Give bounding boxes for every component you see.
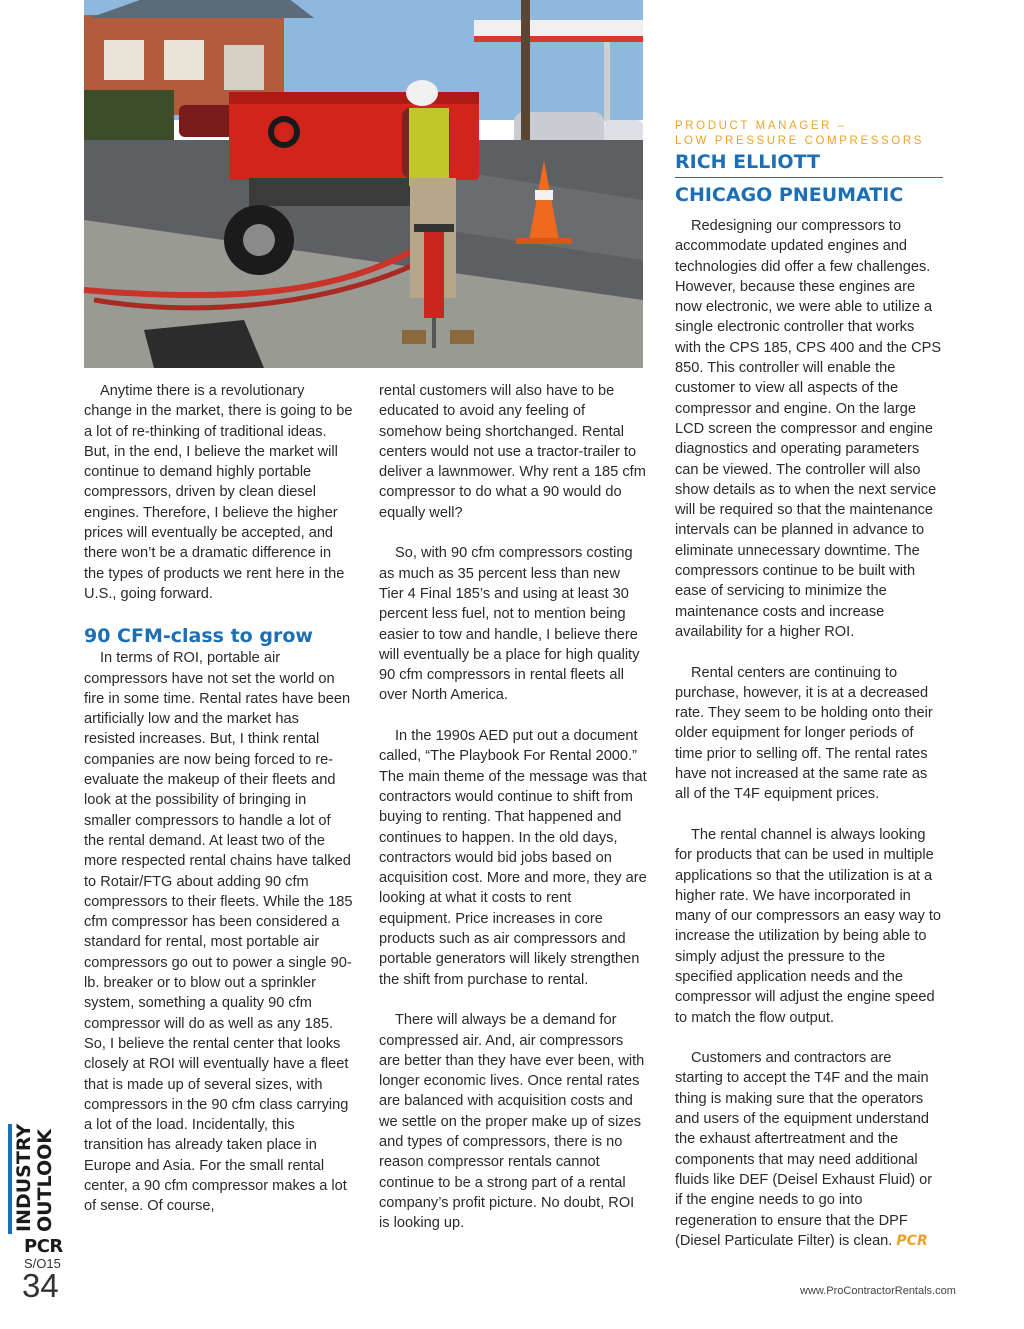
body-paragraph: Anytime there is a revolutionary change in the market, there is going to be a lot of re-thinking of traditional ideas. But, in the end, I believe the market will continue to demand highly portable compressors, driven by clean diesel engines. Therefore, I believe the higher prices will eventually be accepted, and there won’t be a dramatic difference in the types of products we rent here in the U.S., going forward. bbox=[84, 383, 353, 602]
body-paragraph: In the 1990s AED put out a document called, “The Playbook For Rental 2000.” The main theme of the message was that contractors would continue to shift from buying to renting. That happened and continues to happen. In the old days, contractors would bid jobs based on acquisition cost. More and more, they are looking at what it costs to rent equipment. Price increases in core products such as air compressors and portable generators will likely strengthen the shift from purchase to rental. bbox=[379, 728, 647, 988]
body-paragraph: The rental channel is always looking for products that can be used in multiple applications so that the utilization is at a higher rate. We have incorporated in many of our compressors an easy way to increase the utilization by being able to simply adjust the pressure to the specified application needs and the compressor will adjust the engine speed to match the flow output. bbox=[675, 826, 942, 1026]
body-paragraph: In terms of ROI, portable air compressors have not set the world on fire in some time. Rental rates have been artificially low and the market has resisted increases. But, I think rental companies are now being forced to re-evaluate the makeup of their fleets and look at the possibility of bringing in smaller compressors to handle a lot of the rental demand. At least two of the more respected rental chains have talked to Rotair/FTG about adding 90 cfm compressors to their fleets. While the 185 cfm compressor has been considered a standard for rental, most portable air compressors go out to power a single 90-lb. breaker or to blow out a sprinkler system, something a quality 90 cfm compressor will do as well as any 185. So, I believe the rental center that looks closely at ROI will eventually have a fleet that is made up of several sizes, with compressors in the 90 cfm class carrying a lot of the load. Incidentally, this transition has already taken place in Europe and Asia. For the small rental center, a 90 cfm compressor makes a lot of sense. Of course, bbox=[84, 650, 353, 1215]
magazine-logo: PCR bbox=[24, 1236, 63, 1257]
issue-label: S/O15 bbox=[24, 1256, 61, 1271]
body-paragraph: rental customers will also have to be educated to avoid any feeling of somehow being shortchanged. Rental centers would not use a tractor-trailer to deliver a lawnmower. Why rent a 185 cfm compressor to do what a 90 would do equally well? bbox=[379, 383, 646, 521]
body-paragraph: There will always be a demand for compressed air. And, air compressors are better than they have ever been, with longer economic lives. Once rental rates are balanced with acquisition costs and we settle on the proper make up of sizes and types of compressors, there is no reason compressor rentals cannot continue to be a strong part of a rental company’s profit picture. No doubt, ROI is looking up. bbox=[379, 1012, 645, 1232]
contributor-company: CHICAGO PNEUMATIC bbox=[675, 184, 904, 206]
end-mark-logo: PCR bbox=[896, 1232, 928, 1249]
contributor-title: PRODUCT MANAGER – LOW PRESSURE COMPRESSORS bbox=[675, 120, 924, 147]
body-paragraph: So, with 90 cfm compressors costing as much as 35 percent less than new Tier 4 Final 185’s and using at least 30 percent less fuel, not to mention being easier to tow and handle, I believe there will eventually be a place for high quality 90 cfm compressors in rental fleets all over North America. bbox=[379, 545, 640, 704]
article-column-3 bbox=[675, 119, 943, 1251]
section-label: INDUSTRY OUTLOOK bbox=[13, 1123, 56, 1232]
section-heading: 90 CFM-class to grow bbox=[84, 625, 313, 648]
body-paragraph-last: Customers and contractors are starting to accept the T4F and the main thing is making sure that the operators and users of the equipment understand the exhaust aftertreatment and the components that may need additional fluids like DEF (Deisel Exhaust Fluid) or if the engine needs to go into regeneration to ensure that the DPF (Diesel Particulate Filter) is clean. PCR bbox=[675, 1050, 933, 1249]
article-column-2 bbox=[379, 381, 647, 1233]
hero-photo bbox=[84, 0, 643, 368]
body-paragraph: Rental centers are continuing to purchase, however, it is at a decreased rate. They seem to be holding onto their older equipment for longer periods of time prior to selling off. The rental rates have not increased at the same rate as all of the T4F equipment prices. bbox=[675, 664, 933, 803]
contributor-name: RICH ELLIOTT bbox=[675, 149, 943, 178]
body-paragraph: Redesigning our compressors to accommodate updated engines and technologies did offer a few challenges. However, because these engines are now electronic, we were able to utilize a single electronic controller that works with the CPS 185, CPS 400 and the CPS 850. This controller will enable the customer to view all aspects of the compressor and engine. On the large LCD screen the compressor and engine diagnostics and operating parameters can be viewed. The controller will also show details as to when the next service will be required so that the maintenance intervals can be planned in advance to eliminate unnecessary downtime. The compressors continue to be built with ease of servicing to minimize the maintenance costs and increase availability for a higher ROI. bbox=[675, 218, 942, 640]
article-column-1 bbox=[84, 381, 354, 1217]
page-number: 34 bbox=[22, 1267, 59, 1304]
website-url: www.ProContractorRentals.com bbox=[800, 1285, 956, 1297]
section-accent-bar bbox=[8, 1124, 12, 1234]
